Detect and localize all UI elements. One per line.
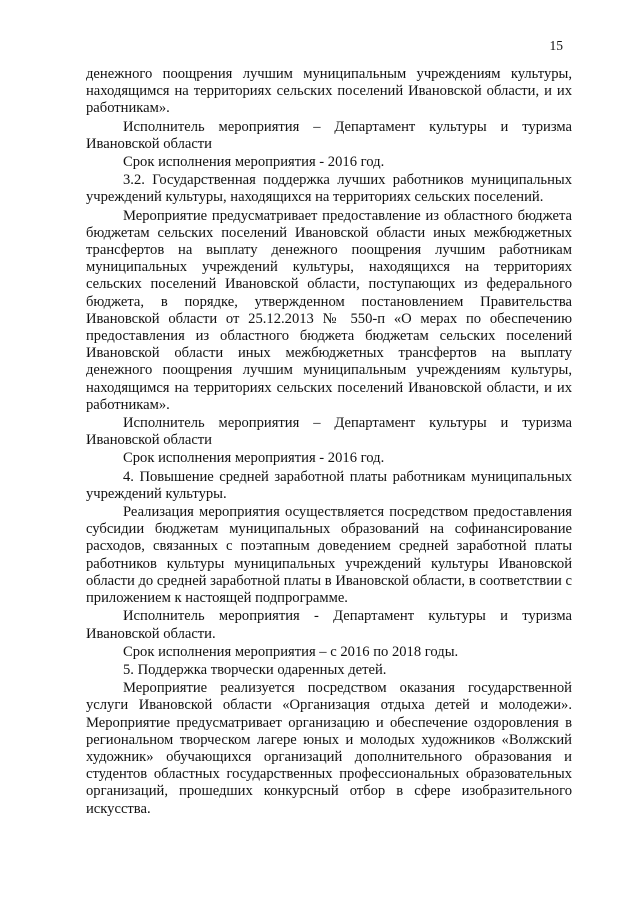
- paragraph-measure-description-2: Реализация мероприятия осуществляется посредством предоставления субсидии бюджетам муниципальных образований на софинансирование расходов, связанных с поэтапным доведением средней заработной платы работников культуры муниципальных учреждений культуры Ивановской области до средней заработной платы в Ивановской области, в соответствии с приложением к настоящей подпрограмме.: [86, 504, 572, 607]
- paragraph-continuation: денежного поощрения лучшим муниципальным учреждениям культуры, находящимся на территориях сельских поселений Ивановской области, и их работникам».: [86, 66, 572, 117]
- paragraph-deadline-2: Срок исполнения мероприятия - 2016 год.: [123, 450, 385, 467]
- paragraph-executor-3: Исполнитель мероприятия - Департамент культуры и туризма Ивановской области.: [86, 608, 572, 642]
- paragraph-executor-2: Исполнитель мероприятия – Департамент культуры и туризма Ивановской области: [86, 415, 572, 449]
- page-number: 15: [549, 38, 563, 53]
- paragraph-measure-description-1: Мероприятие предусматривает предоставление из областного бюджета бюджетам сельских поселений Ивановской области иных межбюджетных трансфертов на выплату денежного поощрения лучшим работникам муниципальных учреждений культуры, находящихся на территориях сельских поселений Ивановской области, поступающих из федерального бюджета, в порядке, утвержденном постановлением Правительства Ивановской области от 25.12.2013 № 550-п «О мерах по обеспечению предоставления из областного бюджета бюджетам сельских поселений Ивановской области иных межбюджетных трансфертов на выплату денежного поощрения лучшим муниципальным учреждениям культуры, находящимся на территориях сельских поселений Ивановской области, и их работникам».: [86, 207, 572, 413]
- paragraph-deadline-1: Срок исполнения мероприятия - 2016 год.: [123, 154, 385, 171]
- paragraph-section-4: 4. Повышение средней заработной платы работникам муниципальных учреждений культуры.: [86, 468, 572, 502]
- document-body: [86, 66, 572, 818]
- paragraph-deadline-3: Срок исполнения мероприятия – с 2016 по 2018 годы.: [123, 643, 459, 660]
- paragraph-measure-description-3: Мероприятие реализуется посредством оказания государственной услуги Ивановской области «Организация отдыха детей и молодежи». Мероприятие предусматривает организацию и обеспечение оздоровления в региональном творческом лагере юных и молодых художников «Волжский художник» обучающихся организаций дополнительного образования и студентов областных государственных профессиональных образовательных организаций, прошедших конкурсный отбор в сфере изобразительного искусства.: [86, 680, 572, 817]
- paragraph-section-5: 5. Поддержка творчески одаренных детей.: [123, 661, 387, 678]
- paragraph-executor-1: Исполнитель мероприятия – Департамент культуры и туризма Ивановской области: [86, 118, 572, 152]
- paragraph-section-3-2: 3.2. Государственная поддержка лучших работников муниципальных учреждений культуры, находящихся на территориях сельских поселений.: [86, 172, 572, 206]
